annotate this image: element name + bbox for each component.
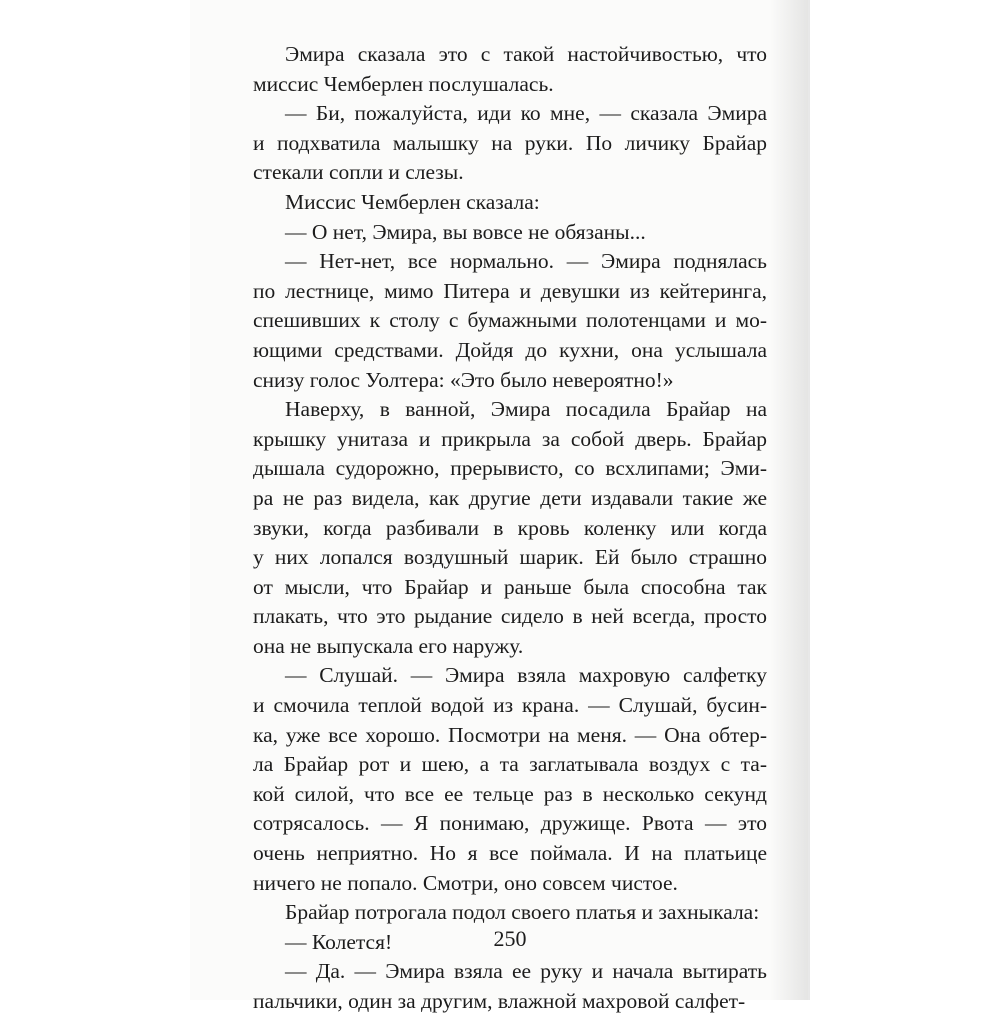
paragraph xyxy=(253,99,767,188)
text-line: ка, уже все хорошо. Посмотри на меня. — Она обтер- xyxy=(253,722,767,747)
text-line: и подхватила малышку на руки. По личику Брайар xyxy=(253,130,767,155)
text-line: — Нет-нет, все нормально. — Эмира поднялась xyxy=(285,249,767,274)
paragraph xyxy=(253,395,767,661)
paragraph xyxy=(253,218,767,248)
page-number xyxy=(0,926,1000,952)
text-line: стекали сопли и слезы. xyxy=(253,160,464,185)
text-line: от мысли, что Брайар и раньше была способна так xyxy=(253,574,767,599)
text-line: сотрясалось. — Я понимаю, дружище. Рвота — это xyxy=(253,811,767,836)
text-line: по лестнице, мимо Питера и девушки из кейтеринга, xyxy=(253,278,767,303)
paragraph xyxy=(253,661,767,898)
text-line: снизу голос Уолтера: «Это было невероятно!» xyxy=(253,367,674,392)
text-line: — О нет, Эмира, вы вовсе не обязаны... xyxy=(285,219,646,244)
text-line: и смочила теплой водой из крана. — Слушай, бусин- xyxy=(253,693,767,718)
paragraph xyxy=(253,957,767,1016)
text-line: миссис Чемберлен послушалась. xyxy=(253,71,554,96)
text-line: Эмира сказала это с такой настойчивостью, что xyxy=(285,42,767,66)
text-line: Наверху, в ванной, Эмира посадила Брайар на xyxy=(285,397,767,422)
text-line: очень неприятно. Но я все поймала. И на платьице xyxy=(253,841,767,866)
text-line: — Би, пожалуйста, иди ко мне, — сказала Эмира xyxy=(285,101,767,126)
text-line: — Слушай. — Эмира взяла махровую салфетку xyxy=(285,663,767,688)
text-line: Брайар потрогала подол своего платья и захныкала: xyxy=(285,900,760,925)
paragraph xyxy=(253,188,767,218)
text-line: звуки, когда разбивали в кровь коленку или когда xyxy=(253,515,767,540)
text-line: у них лопался воздушный шарик. Ей было страшно xyxy=(253,545,767,570)
text-line: она не выпускала его наружу. xyxy=(253,633,524,658)
text-line: ничего не попало. Смотри, оно совсем чистое. xyxy=(253,870,678,895)
body-text xyxy=(253,40,767,1017)
text-line: ла Брайар рот и шею, а та заглатывала воздух с та- xyxy=(253,752,767,777)
text-line: дышала судорожно, прерывисто, со всхлипами; Эми- xyxy=(253,456,767,481)
paragraph xyxy=(253,40,767,99)
paragraph xyxy=(253,898,767,928)
paragraph xyxy=(253,247,767,395)
text-line: ра не раз видела, как другие дети издавали такие же xyxy=(253,485,767,510)
text-line: плакать, что это рыдание сидело в ней всегда, просто xyxy=(253,604,767,629)
text-line: — Да. — Эмира взяла ее руку и начала вытирать xyxy=(285,959,767,984)
page-number-value: 250 xyxy=(493,926,527,951)
text-line: — Колется! xyxy=(285,929,393,954)
text-line: кой силой, что все ее тельце раз в несколько секунд xyxy=(253,781,767,806)
page-edge-shadow xyxy=(770,0,810,1000)
text-line: Миссис Чемберлен сказала: xyxy=(285,189,540,214)
text-line: крышку унитаза и прикрыла за собой дверь. Брайар xyxy=(253,426,767,451)
text-line: ющими средствами. Дойдя до кухни, она услышала xyxy=(253,337,767,362)
text-line: пальчики, один за другим, влажной махровой салфет- xyxy=(253,989,746,1013)
text-line: спешивших к столу с бумажными полотенцами и мо- xyxy=(253,308,767,333)
